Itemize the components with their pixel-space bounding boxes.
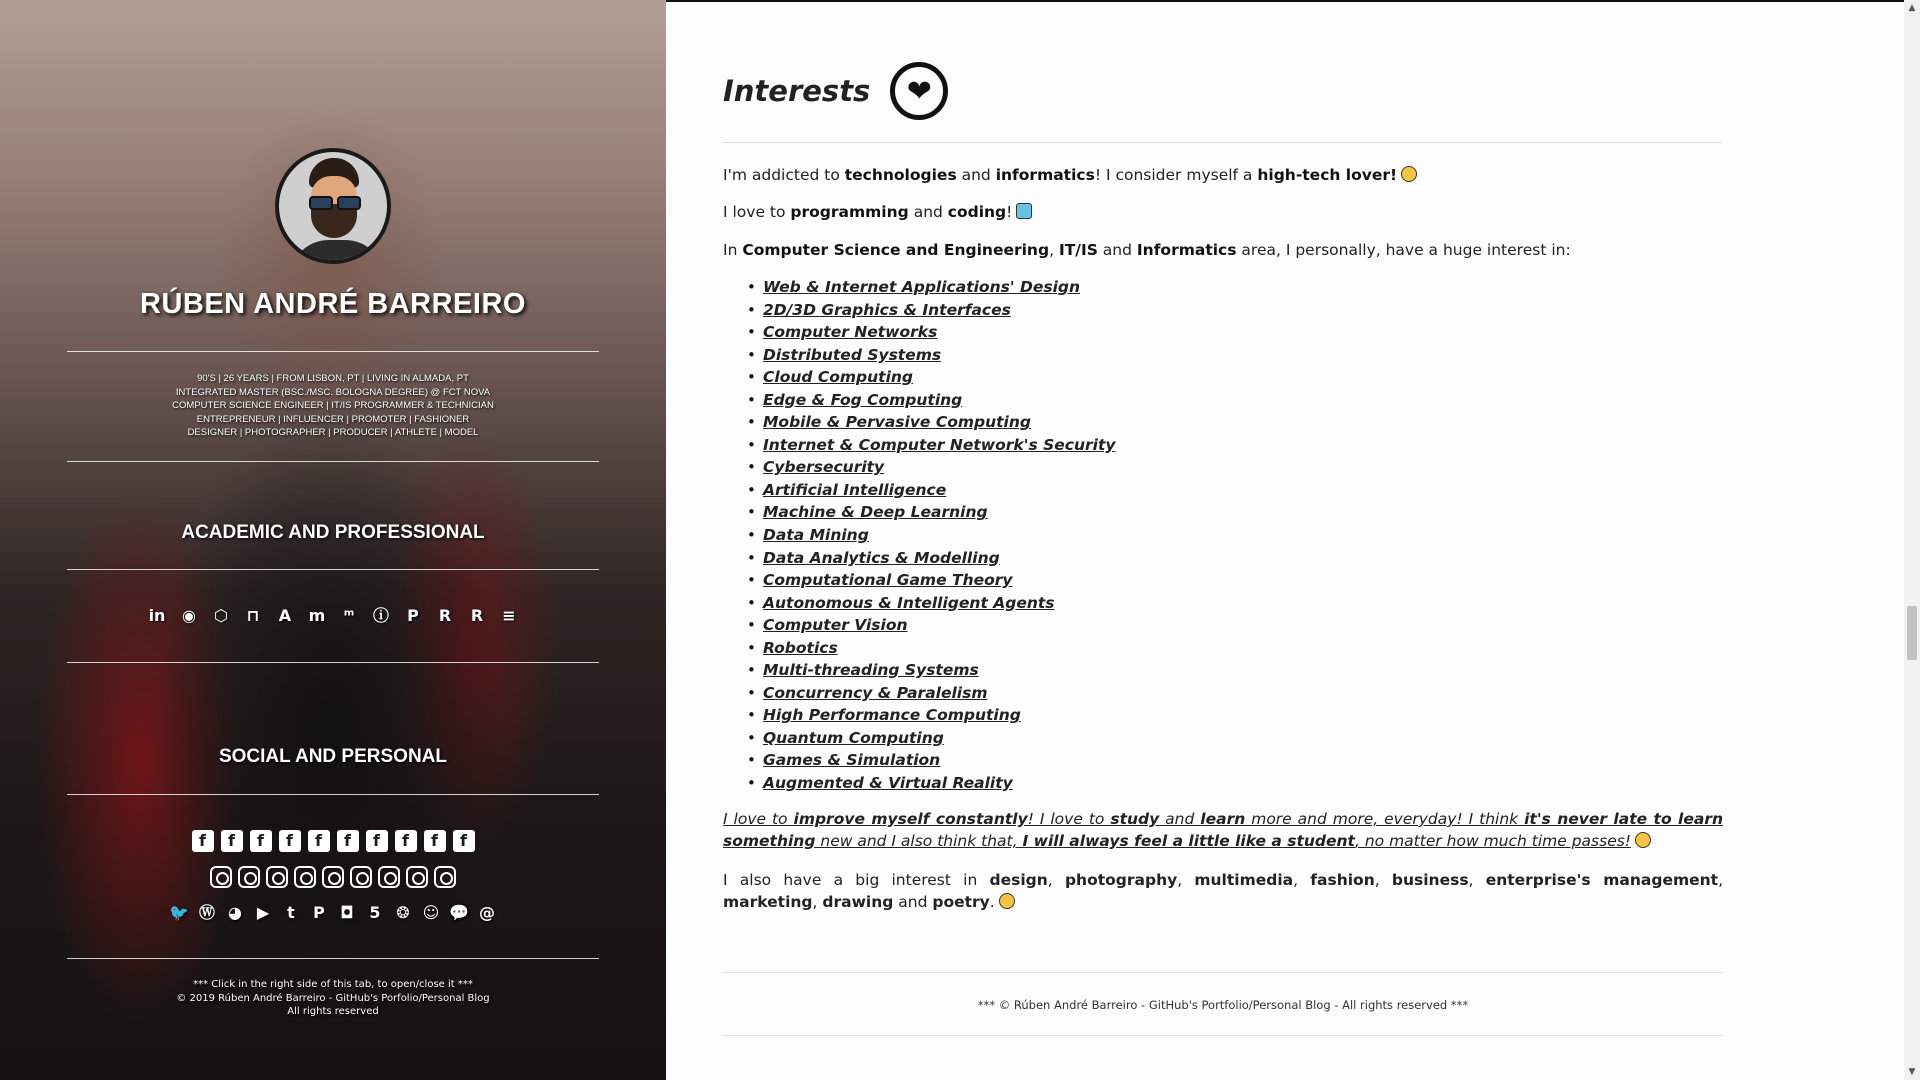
list-item (763, 501, 1115, 524)
other-interests-paragraph: I also have a big interest in design, photography, multimedia, fashion, business, enterprise's management, marketing, drawing and poetry. (723, 871, 1723, 911)
bio-line: ENTREPRENEUR | INFLUENCER | PROMOTER | FASHIONER (196, 413, 470, 425)
list-item (763, 524, 1115, 547)
academia-icon[interactable]: A (278, 606, 292, 625)
instagram-icon[interactable] (322, 866, 344, 888)
list-item (763, 727, 1115, 750)
interests-list (763, 276, 1115, 795)
list-item (763, 434, 1115, 457)
interest-link[interactable]: Computational Game Theory (763, 571, 1013, 590)
smiling-face-icon (1635, 832, 1651, 848)
interest-link[interactable]: Cloud Computing (763, 368, 914, 387)
instagram-icon[interactable] (378, 866, 400, 888)
computer-icon (1016, 203, 1032, 219)
sidebar-copyright: © 2019 Rúben André Barreiro - GitHub's Porfolio/Personal Blog (176, 992, 490, 1004)
divider (67, 351, 599, 352)
list-item (763, 547, 1115, 570)
interest-link[interactable]: Edge & Fog Computing (763, 390, 963, 409)
divider (67, 461, 599, 462)
avatar (275, 148, 391, 264)
section-header (723, 62, 948, 120)
interest-link[interactable]: Web & Internet Applications' Design (763, 278, 1081, 296)
heart-icon: ❤ (890, 62, 948, 120)
main-content (723, 0, 1723, 1080)
facebook-links (0, 829, 666, 852)
youtube-icon[interactable]: ▶ (256, 903, 270, 922)
interest-link[interactable]: Multi-threading Systems (763, 661, 979, 680)
interest-link[interactable]: Cybersecurity (763, 458, 885, 477)
list-item (763, 659, 1115, 682)
wordpress-icon[interactable]: Ⓦ (198, 903, 215, 922)
profile-sidebar[interactable] (0, 0, 666, 1080)
snapchat-icon[interactable]: ☺ (422, 903, 440, 922)
github-icon[interactable]: ◉ (182, 606, 196, 625)
profile-name: RÚBEN ANDRÉ BARREIRO (140, 288, 526, 320)
instagram-icon[interactable] (294, 866, 316, 888)
star-struck-icon (999, 893, 1015, 909)
areas-paragraph: In Computer Science and Engineering, IT/IS and Informatics area, I personally, have a huge interest in: (723, 241, 1571, 259)
instagram-icon[interactable] (406, 866, 428, 888)
interest-link[interactable]: Robotics (763, 638, 838, 657)
divider (67, 569, 599, 570)
researcherid-icon[interactable]: R (470, 606, 484, 625)
page-title: Interests (723, 74, 871, 108)
divider (67, 794, 599, 795)
bio-line: DESIGNER | PHOTOGRAPHER | PRODUCER | ATHLETE | MODEL (187, 427, 479, 438)
stackoverflow-icon[interactable]: ≡ (502, 606, 516, 625)
programming-paragraph: I love to programming and coding! (723, 201, 1723, 223)
facebook-icon[interactable]: f (424, 830, 446, 852)
researchgate-icon[interactable]: R (438, 606, 452, 625)
interest-link[interactable]: Artificial Intelligence (763, 480, 947, 499)
divider (723, 1035, 1723, 1036)
bio-line: INTEGRATED MASTER (BSC./MSC. BOLOGNA DEGREE) @ FCT NOVA (175, 386, 491, 398)
interest-link[interactable]: Data Analytics & Modelling (763, 548, 1000, 567)
500px-icon[interactable]: 5 (369, 903, 381, 922)
gitlab-icon[interactable]: ⬡ (214, 606, 228, 625)
orcid-icon[interactable]: ⓘ (372, 606, 389, 625)
list-item (763, 366, 1115, 389)
list-item (763, 276, 1115, 299)
interest-link[interactable]: High Performance Computing (763, 706, 1021, 725)
list-item (763, 299, 1115, 322)
rights-text: All rights reserved (287, 1006, 379, 1017)
scroll-up-arrow-icon[interactable]: ▲ (1908, 3, 1916, 13)
tumblr-icon[interactable]: t (287, 903, 295, 922)
nerd-face-icon (1401, 166, 1417, 182)
bio-line: COMPUTER SCIENCE ENGINEER | IT/IS PROGRAMMER & TECHNICIAN (172, 400, 494, 411)
divider (67, 958, 599, 959)
list-item (763, 637, 1115, 660)
facebook-icon[interactable]: f (250, 830, 272, 852)
facebook-icon[interactable]: f (308, 830, 330, 852)
list-item (763, 772, 1115, 795)
chat-icon[interactable]: 💬 (449, 903, 469, 922)
scrollbar-thumb[interactable] (1907, 606, 1917, 660)
list-item (763, 749, 1115, 772)
academic-section-title[interactable]: ACADEMIC AND PROFESSIONAL (181, 522, 485, 543)
interest-link[interactable]: Machine & Deep Learning (763, 503, 988, 522)
interest-link[interactable]: Distributed Systems (763, 345, 942, 364)
facebook-icon[interactable]: f (366, 830, 388, 852)
medium-icon[interactable]: m (308, 606, 326, 625)
instagram-icon[interactable] (210, 866, 232, 888)
interest-link[interactable]: Data Mining (763, 526, 869, 545)
list-item (763, 614, 1115, 637)
bio-line: 90'S | 26 YEARS | FROM LISBON, PT | LIVING IN ALMADA, PT (197, 373, 469, 384)
facebook-icon[interactable]: f (337, 830, 359, 852)
intro-paragraph: I'm addicted to technologies and informatics! I consider myself a high-tech lover! (723, 164, 1723, 186)
pinterest-icon[interactable]: P (313, 903, 325, 922)
interest-link[interactable]: Internet & Computer Network's Security (763, 435, 1116, 454)
list-item (763, 569, 1115, 592)
instagram-icon[interactable] (266, 866, 288, 888)
bitbucket-icon[interactable]: ⊓ (246, 606, 260, 625)
interest-link[interactable]: Computer Vision (763, 616, 908, 635)
flickr-icon[interactable]: ◘ (340, 903, 354, 922)
academic-links (0, 604, 666, 628)
interest-link[interactable]: Quantum Computing (763, 728, 944, 747)
list-item (763, 389, 1115, 412)
facebook-icon[interactable]: f (453, 830, 475, 852)
learning-quote: I love to improve myself constantly! I love to study and learn more and more, everyday! I think it's never late to learn something new and I also think that, I will always feel a little like a student, no matter how much time passes! (723, 810, 1723, 850)
list-item (763, 479, 1115, 502)
instagram-icon[interactable] (434, 866, 456, 888)
list-item (763, 321, 1115, 344)
profile-bio (67, 372, 599, 440)
facebook-icon[interactable]: f (192, 830, 214, 852)
divider (723, 142, 1723, 143)
email-icon[interactable]: @ (479, 903, 495, 922)
scroll-down-arrow-icon[interactable]: ▼ (1908, 1067, 1916, 1077)
twitter-icon[interactable]: 🐦 (169, 903, 189, 922)
linkedin-icon[interactable]: in (148, 606, 166, 625)
interest-link[interactable]: Mobile & Pervasive Computing (763, 413, 1031, 432)
divider (67, 662, 599, 663)
social-section-title[interactable]: SOCIAL AND PERSONAL (218, 746, 448, 767)
toggle-hint: *** Click in the right side of this tab, to open/close it *** (193, 979, 473, 990)
interest-link[interactable]: Augmented & Virtual Reality (763, 774, 1013, 793)
interest-link[interactable]: Autonomous & Intelligent Agents (763, 593, 1055, 612)
list-item (763, 592, 1115, 615)
publons-icon[interactable]: P (407, 606, 419, 625)
facebook-icon[interactable]: f (221, 830, 243, 852)
instagram-icon[interactable] (350, 866, 372, 888)
list-item (763, 704, 1115, 727)
interest-link[interactable]: Computer Networks (763, 323, 938, 342)
interest-link[interactable]: Games & Simulation (763, 751, 941, 770)
list-item (763, 411, 1115, 434)
vertical-scrollbar[interactable] (1904, 0, 1920, 1080)
facebook-icon[interactable]: f (395, 830, 417, 852)
list-item (763, 456, 1115, 479)
page-copyright: *** © Rúben André Barreiro - GitHub's Portfolio/Personal Blog - All rights reserved *** (977, 998, 1469, 1012)
social-links (0, 901, 666, 925)
sidebar-footer (0, 978, 666, 1019)
list-item (763, 344, 1115, 367)
interest-link[interactable]: Concurrency & Paralelism (763, 683, 988, 702)
vsco-icon[interactable]: ❂ (396, 903, 410, 922)
instagram-links (0, 865, 666, 888)
list-item (763, 682, 1115, 705)
divider (723, 972, 1723, 973)
instagram-icon[interactable] (238, 866, 260, 888)
facebook-icon[interactable]: f (279, 830, 301, 852)
reddit-icon[interactable]: ◕ (228, 903, 242, 922)
mendeley-icon[interactable]: ᵐ (343, 606, 355, 625)
interest-link[interactable]: 2D/3D Graphics & Interfaces (763, 300, 1011, 319)
